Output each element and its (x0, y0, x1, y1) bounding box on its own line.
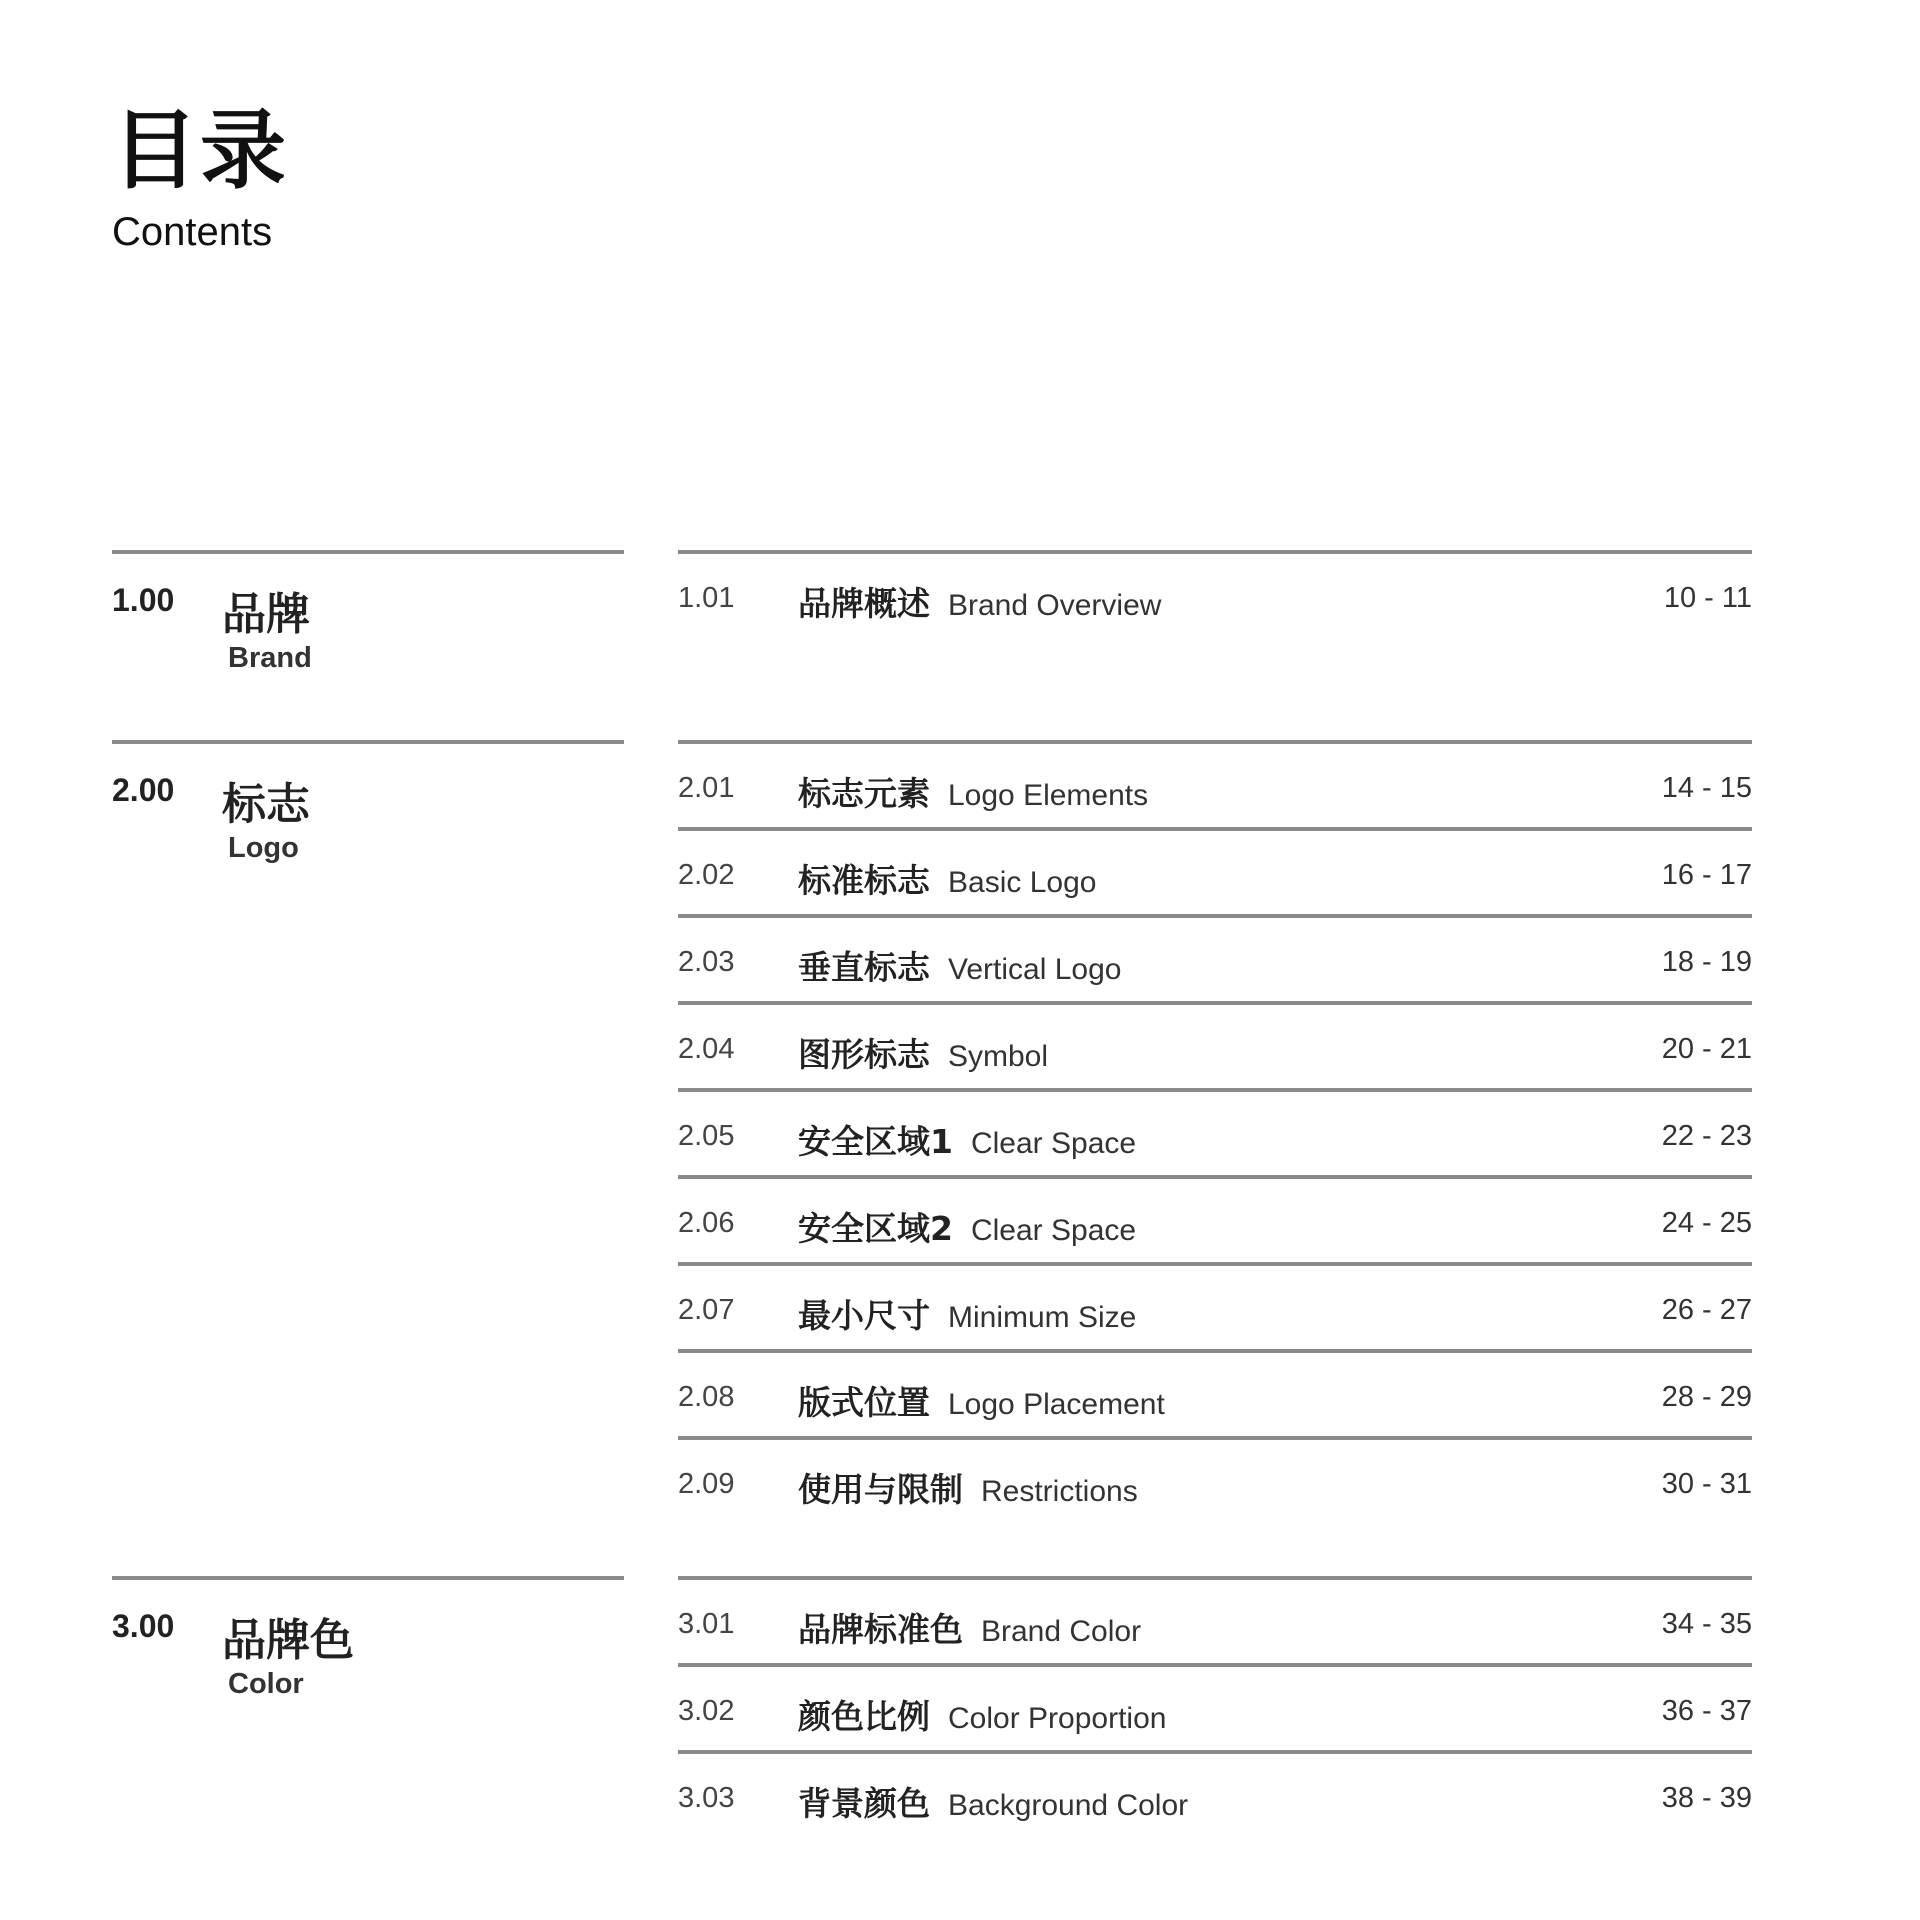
entry-title-en: Basic Logo (948, 866, 1097, 899)
entry-title-zh: 品牌标准色 (798, 1610, 963, 1649)
entry-number: 2.09 (678, 1468, 735, 1500)
toc-entry-restrictions[interactable] (678, 1436, 1752, 1523)
entry-title-zh: 垂直标志 (798, 948, 930, 987)
entry-title-en: Vertical Logo (948, 953, 1122, 986)
entry-title (798, 1377, 1165, 1424)
entry-pages: 10 - 11 (1663, 582, 1752, 614)
section-items (678, 550, 1752, 637)
entry-pages: 14 - 15 (1661, 772, 1752, 804)
page-title-block (112, 101, 288, 254)
section-title-en: Color (228, 1668, 304, 1700)
entry-title (798, 1778, 1188, 1825)
entry-number: 3.02 (678, 1695, 735, 1727)
toc-entry-symbol[interactable] (678, 1001, 1752, 1088)
entry-title-zh: 标志元素 (798, 774, 930, 813)
entry-pages: 24 - 25 (1661, 1207, 1752, 1239)
entry-title-en: Restrictions (981, 1475, 1138, 1508)
entry-pages: 20 - 21 (1661, 1033, 1752, 1065)
entry-pages: 16 - 17 (1661, 859, 1752, 891)
toc-entry-clear-space-2[interactable] (678, 1175, 1752, 1262)
section-title-en: Brand (228, 642, 312, 674)
entry-title-en: Logo Elements (948, 779, 1149, 812)
section-number: 1.00 (112, 582, 175, 618)
entry-title (798, 1691, 1166, 1738)
entry-number: 1.01 (678, 582, 735, 614)
entry-title-en: Clear Space (970, 1214, 1137, 1247)
entry-title-en: Brand Overview (948, 589, 1162, 622)
toc-entry-logo-placement[interactable] (678, 1349, 1752, 1436)
toc-entry-minimum-size[interactable] (678, 1262, 1752, 1349)
entry-title-en: Color Proportion (948, 1702, 1167, 1735)
page-title-zh: 目录 (112, 101, 288, 201)
entry-number: 2.05 (678, 1120, 735, 1152)
entry-title-en: Brand Color (981, 1615, 1142, 1648)
toc-entry-vertical-logo[interactable] (678, 914, 1752, 1001)
section-items (678, 1576, 1752, 1837)
entry-title-zh: 背景颜色 (798, 1784, 930, 1823)
entry-title (798, 1464, 1138, 1511)
entry-title-zh: 图形标志 (798, 1035, 930, 1074)
entry-pages: 26 - 27 (1661, 1294, 1752, 1326)
section-heading (112, 550, 624, 674)
section-title-zh: 品牌色 (222, 1615, 354, 1666)
entry-title-zh: 安全区域2 (798, 1209, 953, 1248)
entry-number: 3.03 (678, 1782, 735, 1814)
entry-title-zh: 品牌概述 (798, 584, 930, 623)
entry-pages: 36 - 37 (1661, 1695, 1752, 1727)
entry-pages: 34 - 35 (1661, 1608, 1752, 1640)
entry-number: 2.04 (678, 1033, 735, 1065)
entry-pages: 38 - 39 (1661, 1782, 1752, 1814)
entry-title (798, 855, 1096, 902)
entry-title (798, 1290, 1136, 1337)
entry-title (798, 1604, 1141, 1651)
entry-title (798, 578, 1161, 625)
entry-title-zh: 标准标志 (798, 861, 930, 900)
entry-title (798, 1116, 1136, 1163)
entry-title-zh: 使用与限制 (798, 1470, 963, 1509)
entry-title-en: Background Color (948, 1789, 1189, 1822)
entry-title (798, 768, 1148, 815)
section-number: 2.00 (112, 772, 175, 808)
section-title-en: Logo (228, 832, 299, 864)
entry-number: 2.08 (678, 1381, 735, 1413)
entry-title-en: Logo Placement (948, 1388, 1165, 1421)
entry-title-zh: 版式位置 (798, 1383, 930, 1422)
entry-number: 2.07 (678, 1294, 735, 1326)
toc-entry-brand-color[interactable] (678, 1576, 1752, 1663)
entry-pages: 30 - 31 (1661, 1468, 1752, 1500)
entry-title-zh: 最小尺寸 (798, 1296, 930, 1335)
entry-pages: 22 - 23 (1661, 1120, 1752, 1152)
entry-pages: 18 - 19 (1661, 946, 1752, 978)
entry-title-en: Clear Space (970, 1127, 1137, 1160)
entry-title (798, 942, 1121, 989)
entry-title-en: Symbol (948, 1040, 1049, 1073)
toc-entry-color-proportion[interactable] (678, 1663, 1752, 1750)
entry-number: 2.02 (678, 859, 735, 891)
entry-pages: 28 - 29 (1661, 1381, 1752, 1413)
entry-number: 2.01 (678, 772, 735, 804)
entry-title-en: Minimum Size (948, 1301, 1137, 1334)
toc-entry-background-color[interactable] (678, 1750, 1752, 1837)
entry-number: 2.06 (678, 1207, 735, 1239)
entry-title (798, 1029, 1048, 1076)
toc-entry-clear-space-1[interactable] (678, 1088, 1752, 1175)
section-number: 3.00 (112, 1608, 175, 1644)
page-title-en: Contents (112, 210, 273, 254)
toc-entry-brand-overview[interactable] (678, 550, 1752, 637)
entry-title (798, 1203, 1136, 1250)
section-heading (112, 1576, 624, 1700)
section-items (678, 740, 1752, 1523)
entry-title-zh: 安全区域1 (798, 1122, 953, 1161)
section-title-zh: 标志 (222, 779, 310, 830)
entry-number: 3.01 (678, 1608, 735, 1640)
entry-number: 2.03 (678, 946, 735, 978)
section-heading (112, 740, 624, 864)
toc-entry-basic-logo[interactable] (678, 827, 1752, 914)
section-title-zh: 品牌 (222, 589, 310, 640)
entry-title-zh: 颜色比例 (798, 1697, 930, 1736)
toc-entry-logo-elements[interactable] (678, 740, 1752, 827)
